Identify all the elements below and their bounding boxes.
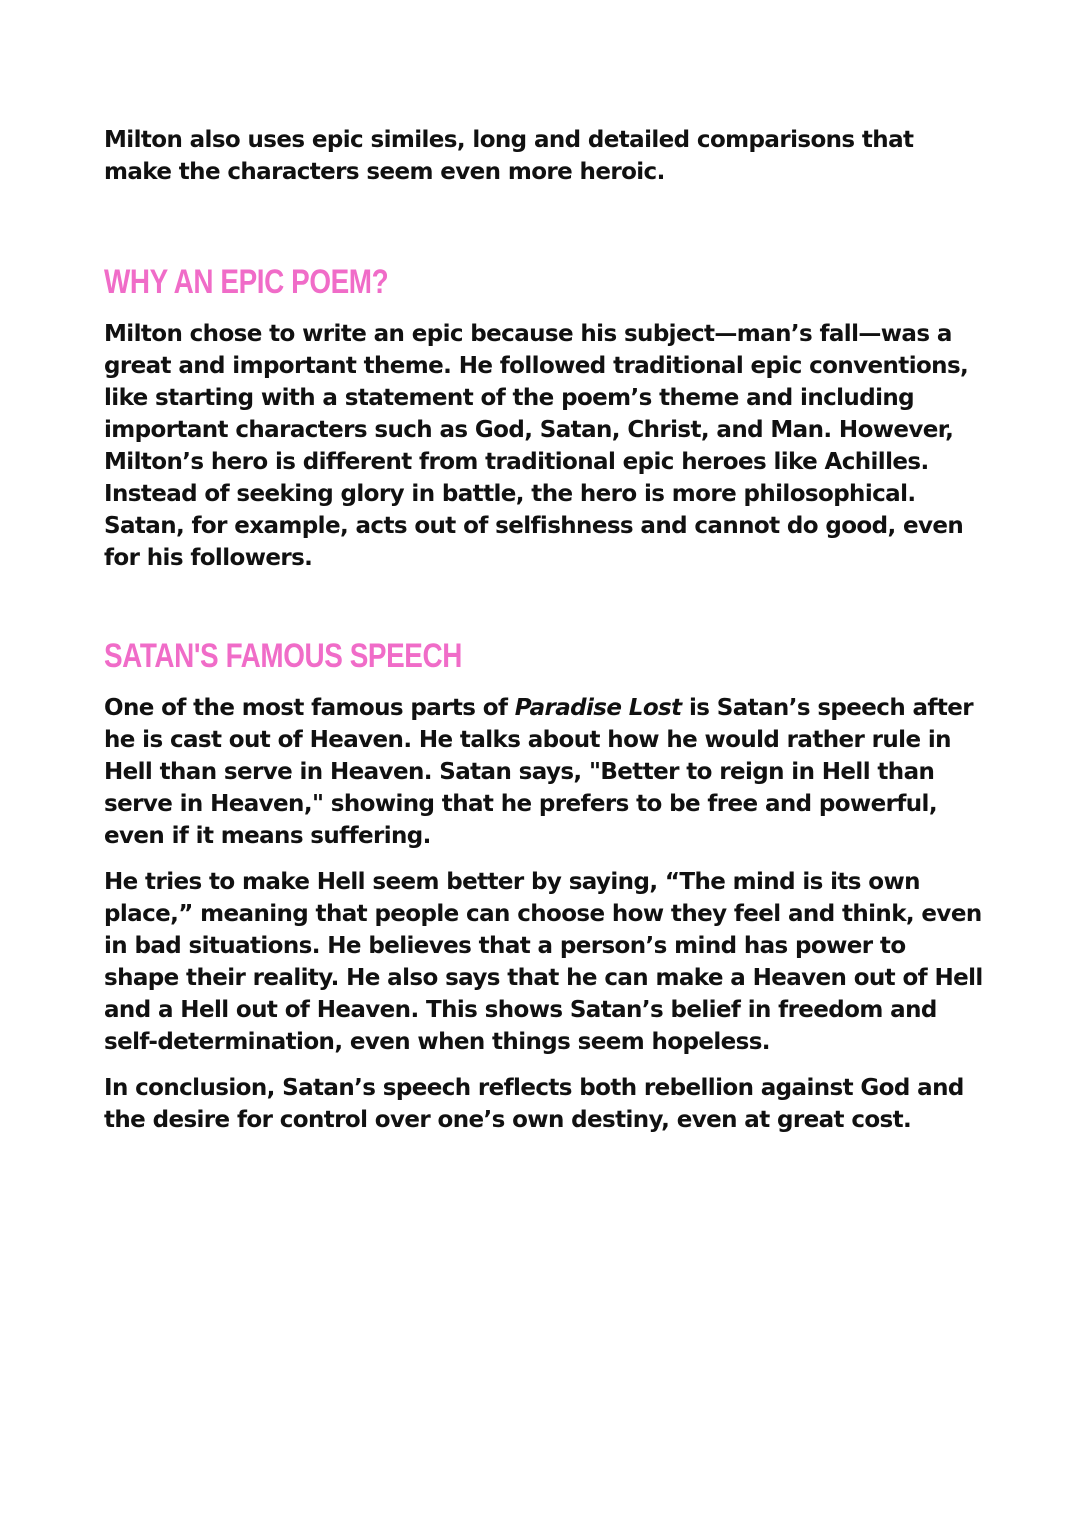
speech-paragraph-2: He tries to make Hell seem better by saying, “The mind is its own place,” meaning that people can choose how they feel and think, even in bad situations. He believes that a person’s mind has power to shape their reality. He also says that he can make a Heaven out of Hell and a Hell out of Heaven. This shows Satan’s belief in freedom and self-determination, even when things seem hopeless. xyxy=(104,869,983,1055)
intro-paragraph: Milton also uses epic similes, long and detailed comparisons that make the characters seem even more heroic. xyxy=(104,127,914,185)
speech-paragraph-1-end: is Satan’s speech after he is cast out of Heaven. He talks about how he would rather rule in Hell than serve in Heaven. Satan says, "Better to reign in Hell than serve in Heaven," showing that he prefers to be free and powerful, even if it means suffering. xyxy=(104,695,973,849)
speech-paragraph-1-start: One of the most famous parts of xyxy=(104,695,515,721)
epic-paragraph: Milton chose to write an epic because his subject—man’s fall—was a great and important theme. He followed traditional epic conventions, like starting with a statement of the poem’s theme and including important characters such as God, Satan, Christ, and Man. However, Milton’s hero is different from traditional epic heroes like Achilles. Instead of seeking glory in battle, the hero is more philosophical. Satan, for example, acts out of selfishness and cannot do good, even for his followers. xyxy=(104,321,969,571)
section-heading-speech: SATAN'S FAMOUS SPEECH xyxy=(104,637,462,675)
document-page xyxy=(104,124,984,1136)
speech-paragraph-1 xyxy=(104,692,984,852)
section-heading-epic: WHY AN EPIC POEM? xyxy=(104,263,389,301)
conclusion-paragraph: In conclusion, Satan’s speech reflects both rebellion against God and the desire for control over one’s own destiny, even at great cost. xyxy=(104,1075,964,1133)
book-title: Paradise Lost xyxy=(514,695,682,721)
